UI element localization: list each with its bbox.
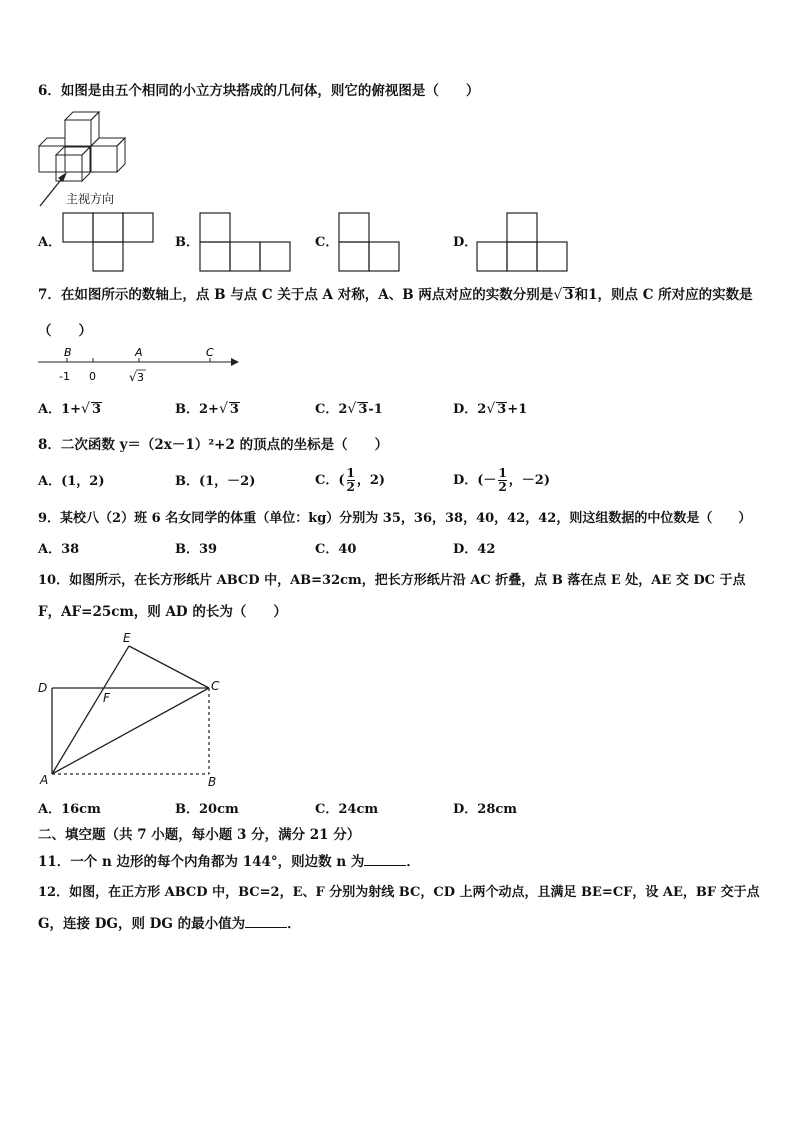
q12-stem-line2 <box>38 915 301 933</box>
q6-option-a-label: A． <box>38 235 62 250</box>
q8-option-a: A．(1，2) <box>38 474 105 489</box>
q10-option-d: D．28cm <box>453 802 518 817</box>
q8-option-c-post: ，2) <box>356 473 386 488</box>
point-label-f: F <box>103 691 110 705</box>
q11-end: ． <box>406 854 420 870</box>
q8-option-c-fraction <box>347 467 355 494</box>
q7-option-a-sqrt: 3 <box>91 402 101 417</box>
axis-label-a: A <box>135 346 143 359</box>
q6-option-c-figure <box>338 212 400 272</box>
radical-sign: √ <box>486 401 496 417</box>
q8-option-d-pre: D．(－ <box>453 473 497 488</box>
q7-stem <box>38 286 753 304</box>
q7-option-b <box>175 400 240 419</box>
q9-option-b: B．39 <box>175 542 218 557</box>
q7-option-b-sqrt: 3 <box>229 402 239 417</box>
q6-option-b-figure <box>199 212 291 272</box>
q12-stem-line1: 12．如图，在正方形 ABCD 中，BC=2，E、F 分别为射线 BC，CD 上两个动点，且满足 BE=CF，设 AE，BF 交于点 <box>38 885 760 900</box>
answer-blank[interactable] <box>364 853 406 866</box>
q12-end: ． <box>287 916 301 932</box>
q7-option-d <box>453 400 527 419</box>
fraction-denominator: 2 <box>498 480 507 494</box>
q9-option-a: A．38 <box>38 542 80 557</box>
axis-label-b: B <box>64 346 72 359</box>
radical-sign: √ <box>81 401 90 417</box>
section-heading: 二、填空题（共 7 小题，每小题 3 分，满分 21 分） <box>38 827 361 843</box>
q12-text: G，连接 DG，则 DG 的最小值为 <box>38 916 246 932</box>
q7-stem-part2: 和1，则点 C 所对应的实数是 <box>574 287 753 303</box>
q6-option-d-label: D． <box>453 235 478 250</box>
q7-option-a <box>38 400 102 419</box>
point-label-a: A <box>40 773 49 787</box>
q8-option-c <box>315 463 385 499</box>
axis-label-c: C <box>206 346 214 359</box>
fraction-numerator: 1 <box>498 466 507 480</box>
q8-option-d <box>453 463 550 499</box>
q6-option-d-figure <box>476 212 568 272</box>
q8-option-d-post: ，－2) <box>508 473 550 488</box>
q7-option-b-pre: B．2+ <box>175 402 219 417</box>
q7-stem-part1: 7．在如图所示的数轴上，点 B 与点 C 关于点 A 对称，A、B 两点对应的实数分别是 <box>38 287 554 303</box>
radical-sign: √ <box>347 401 357 417</box>
q11-stem <box>38 853 420 871</box>
q6-option-b-label: B． <box>175 235 199 250</box>
q7-option-c-sqrt: 3 <box>358 402 368 417</box>
q9-stem: 9．某校八（2）班 6 名女同学的体重（单位：kg）分别为 35，36，38，40，42，42，则这组数据的中位数是（ ） <box>38 511 752 526</box>
q8-stem: 8．二次函数 y＝（2x－1）²+2 的顶点的坐标是（ ） <box>38 437 389 453</box>
axis-tick-zero: 0 <box>89 370 96 383</box>
q7-paren: （ ） <box>38 323 92 339</box>
radical-sign: √ <box>129 370 137 384</box>
q6-option-a-figure <box>62 212 154 272</box>
q9-option-c: C．40 <box>315 542 357 557</box>
q6-stem: 6．如图是由五个相同的小立方块搭成的几何体，则它的俯视图是（ ） <box>38 83 480 99</box>
radical-sign: √ <box>218 401 228 417</box>
q11-text: 11．一个 n 边形的每个内角都为 144°，则边数 n 为 <box>38 854 365 870</box>
point-label-b: B <box>208 775 217 789</box>
axis-tick-root: 3 <box>137 371 144 384</box>
q8-option-d-fraction <box>498 467 506 494</box>
axis-tick-neg1: -1 <box>59 370 70 383</box>
q7-option-c-post: -1 <box>368 402 383 417</box>
q10-rectangle-figure <box>34 628 234 790</box>
q10-stem-line1: 10．如图所示，在长方形纸片 ABCD 中，AB=32cm，把长方形纸片沿 AC 折叠，点 B 落在点 E 处，AE 交 DC 于点 <box>38 573 746 588</box>
q10-option-a: A．16cm <box>38 802 101 817</box>
fraction-numerator: 1 <box>346 466 355 480</box>
fraction-denominator: 2 <box>346 480 355 494</box>
q7-option-c-pre: C．2 <box>315 402 348 417</box>
q9-option-d: D．42 <box>453 542 496 557</box>
point-label-c: C <box>211 679 220 693</box>
q8-option-b: B．(1，－2) <box>175 474 256 489</box>
q7-stem-sqrt: 3 <box>564 287 574 303</box>
point-label-d: D <box>38 681 48 695</box>
q7-option-a-pre: A．1+ <box>38 402 82 417</box>
radical-sign: √ <box>553 287 563 303</box>
q10-stem-line2: F，AF=25cm，则 AD 的长为（ ） <box>38 604 287 620</box>
answer-blank[interactable] <box>245 915 287 928</box>
point-label-e: E <box>123 631 131 645</box>
q7-option-d-sqrt: 3 <box>497 402 507 417</box>
q7-option-c <box>315 400 383 419</box>
q10-option-c: C．24cm <box>315 802 379 817</box>
q10-option-b: B．20cm <box>175 802 239 817</box>
q8-option-c-pre: C．( <box>315 473 345 488</box>
q6-option-c-label: C． <box>315 235 339 250</box>
q7-option-d-post: +1 <box>507 402 528 417</box>
q7-option-d-pre: D．2 <box>453 402 487 417</box>
q7-number-line <box>36 344 242 386</box>
q6-view-label: 主视方向 <box>66 192 115 206</box>
